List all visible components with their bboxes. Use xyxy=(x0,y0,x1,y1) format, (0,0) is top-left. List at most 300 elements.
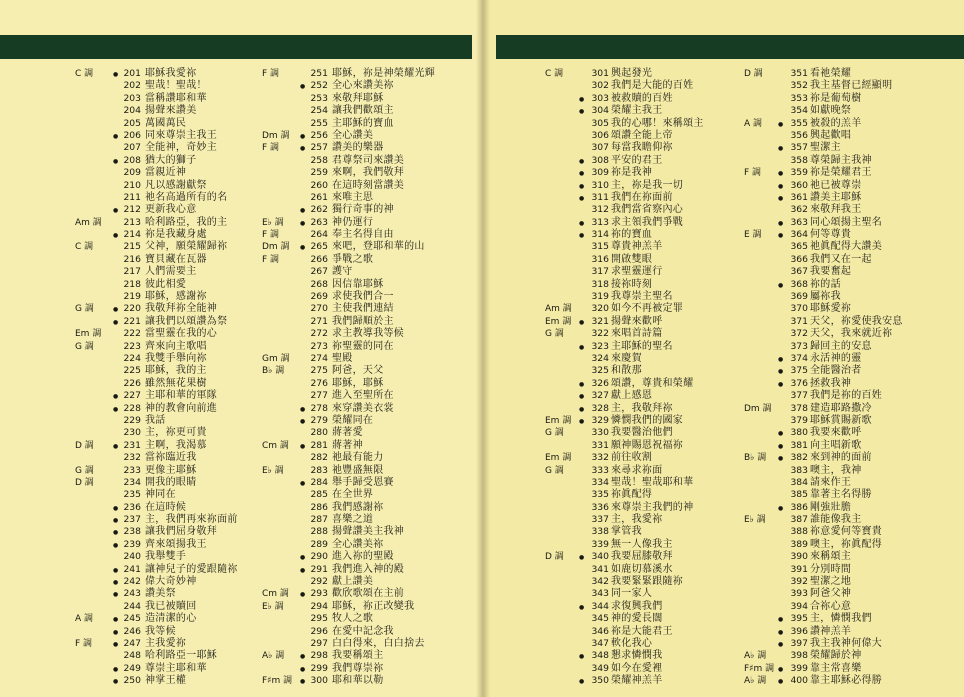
song-title: 祢是我藏身處 xyxy=(145,229,207,241)
index-entry xyxy=(262,551,462,563)
index-entry xyxy=(75,526,247,538)
song-title: 祂已被尊崇 xyxy=(810,179,862,191)
marker-dot-icon: ● xyxy=(113,517,119,525)
index-entry xyxy=(75,341,247,353)
index-entry xyxy=(262,68,462,80)
song-number: 224 xyxy=(123,352,141,364)
marker-dot-icon: ● xyxy=(300,566,306,574)
index-entry xyxy=(75,155,247,167)
key-label: F 調 xyxy=(262,230,280,241)
song-number: 296 xyxy=(310,625,328,637)
index-entry xyxy=(75,291,247,303)
index-entry xyxy=(75,539,247,551)
key-label: A♭ 調 xyxy=(744,651,767,662)
song-title: 父神，願榮耀歸祢 xyxy=(145,241,228,253)
song-number: 281 xyxy=(310,439,328,451)
song-title: 耶穌，祢正改變我 xyxy=(332,600,415,612)
marker-dot-icon: ● xyxy=(778,640,784,648)
marker-dot-icon: ● xyxy=(300,417,306,425)
song-title: 來唯主思 xyxy=(332,191,374,203)
song-number: 219 xyxy=(123,291,141,303)
key-label: F 調 xyxy=(262,143,280,154)
song-title: 當聖靈在我的心 xyxy=(145,328,218,340)
index-entry xyxy=(744,576,944,588)
index-entry xyxy=(75,180,247,192)
song-number: 374 xyxy=(790,352,808,364)
marker-dot-icon: ● xyxy=(300,207,306,215)
index-entry xyxy=(545,229,717,241)
song-title: 我舉雙手 xyxy=(145,551,187,563)
song-number: 251 xyxy=(310,68,328,79)
index-entry xyxy=(744,514,944,526)
song-title: 神掌王權 xyxy=(145,675,187,687)
key-label: B♭ 調 xyxy=(262,366,285,377)
index-entry xyxy=(744,626,944,638)
song-title: 我要屈膝敬拜 xyxy=(611,551,673,563)
song-number: 387 xyxy=(790,514,808,526)
song-title: 掌管我 xyxy=(611,526,642,538)
index-entry xyxy=(545,539,717,551)
index-entry xyxy=(545,118,717,130)
song-title: 讚美祭 xyxy=(145,588,176,600)
key-label: F♯m 調 xyxy=(744,663,775,674)
index-entry xyxy=(75,514,247,526)
song-number: 221 xyxy=(123,315,141,327)
marker-dot-icon: ● xyxy=(778,380,784,388)
song-title: 耶穌，我的主 xyxy=(145,365,207,377)
song-title: 我話 xyxy=(145,414,166,426)
song-title: 我們尊崇祢 xyxy=(332,662,384,674)
song-title: 聖潔主 xyxy=(810,142,841,154)
song-number: 286 xyxy=(310,501,328,513)
song-number: 385 xyxy=(790,489,808,501)
index-entry xyxy=(744,303,944,315)
song-number: 356 xyxy=(790,129,808,141)
song-title: 讚美主耶穌 xyxy=(810,191,862,203)
index-entry xyxy=(75,142,247,154)
index-entry xyxy=(545,440,717,452)
marker-dot-icon: ● xyxy=(300,244,306,252)
song-title: 祢的話 xyxy=(810,278,841,290)
song-number: 364 xyxy=(790,229,808,241)
song-number: 292 xyxy=(310,576,328,588)
song-number: 285 xyxy=(310,489,328,501)
index-entry xyxy=(262,626,462,638)
song-number: 368 xyxy=(790,278,808,290)
song-number: 336 xyxy=(591,501,609,513)
index-entry xyxy=(75,80,247,92)
song-number: 375 xyxy=(790,365,808,377)
index-entry xyxy=(75,378,247,390)
song-title: 全能醫治者 xyxy=(810,365,862,377)
song-title: 獻上讚美 xyxy=(332,576,374,588)
index-entry xyxy=(545,588,717,600)
song-title: 讓我們以頌讚為祭 xyxy=(145,315,228,327)
song-number: 255 xyxy=(310,117,328,129)
song-title: 齊來頌揚我王 xyxy=(145,538,207,550)
song-number: 273 xyxy=(310,340,328,352)
song-title: 同一家人 xyxy=(611,588,653,600)
song-title: 我已被贖回 xyxy=(145,600,197,612)
song-number: 390 xyxy=(790,551,808,563)
index-entry xyxy=(262,675,462,687)
song-number: 337 xyxy=(591,514,609,526)
song-title: 進入至聖所在 xyxy=(332,390,394,402)
song-number: 339 xyxy=(591,538,609,550)
song-title: 舉手歸受恩賽 xyxy=(332,476,394,488)
marker-dot-icon: ● xyxy=(113,665,119,673)
song-title: 祢是葡萄樹 xyxy=(810,92,862,104)
song-number: 325 xyxy=(591,365,609,377)
index-entry xyxy=(75,254,247,266)
song-title: 尊貴神羔羊 xyxy=(611,241,663,253)
song-number: 380 xyxy=(790,427,808,439)
index-entry xyxy=(545,328,717,340)
song-title: 讚美的樂器 xyxy=(332,142,384,154)
book-spine xyxy=(476,0,490,697)
index-entry xyxy=(262,217,462,229)
song-number: 313 xyxy=(591,216,609,228)
song-title: 歡欣歌頌在主前 xyxy=(332,588,405,600)
song-title: 我們進入神的殿 xyxy=(332,563,405,575)
song-number: 330 xyxy=(591,427,609,439)
song-number: 331 xyxy=(591,439,609,451)
song-title: 因信靠耶穌 xyxy=(332,278,384,290)
index-entry xyxy=(262,477,462,489)
index-entry xyxy=(545,526,717,538)
index-entry xyxy=(744,266,944,278)
song-number: 362 xyxy=(790,204,808,216)
index-entry xyxy=(545,390,717,402)
key-label: A 調 xyxy=(744,118,763,129)
song-number: 329 xyxy=(591,414,609,426)
song-number: 243 xyxy=(123,588,141,600)
song-title: 蔣著愛 xyxy=(332,427,363,439)
song-number: 366 xyxy=(790,253,808,265)
song-number: 298 xyxy=(310,650,328,662)
index-entry xyxy=(545,452,717,464)
index-entry xyxy=(545,291,717,303)
index-entry xyxy=(744,353,944,365)
index-entry xyxy=(262,266,462,278)
song-title: 我們是祢的百姓 xyxy=(810,390,883,402)
marker-dot-icon: ● xyxy=(300,132,306,140)
song-title: 來到神的面前 xyxy=(810,452,872,464)
index-entry xyxy=(75,440,247,452)
song-number: 263 xyxy=(310,216,328,228)
song-title: 我主我神何偉大 xyxy=(810,637,883,649)
song-number: 228 xyxy=(123,402,141,414)
song-number: 367 xyxy=(790,266,808,278)
song-title: 齊來向主歌唱 xyxy=(145,340,207,352)
marker-dot-icon: ● xyxy=(778,194,784,202)
marker-dot-icon: ● xyxy=(579,194,585,202)
index-entry xyxy=(744,341,944,353)
song-number: 236 xyxy=(123,501,141,513)
song-number: 279 xyxy=(310,414,328,426)
song-title: 來敬拜我王 xyxy=(810,204,862,216)
song-number: 225 xyxy=(123,365,141,377)
key-label: Am 調 xyxy=(545,304,572,315)
marker-dot-icon: ● xyxy=(579,380,585,388)
key-label: Em 調 xyxy=(545,316,572,327)
song-number: 276 xyxy=(310,377,328,389)
song-title: 阿爸父神 xyxy=(810,588,852,600)
song-title: 我們在祢面前 xyxy=(611,191,673,203)
marker-dot-icon: ● xyxy=(300,405,306,413)
song-number: 377 xyxy=(790,390,808,402)
song-number: 217 xyxy=(123,266,141,278)
song-title: 來稱頌主 xyxy=(810,551,852,563)
song-title: 無一人像我主 xyxy=(611,538,673,550)
song-title: 求使我們合一 xyxy=(332,291,394,303)
key-label: D 調 xyxy=(744,69,763,79)
song-number: 270 xyxy=(310,303,328,315)
song-title: 祢聖靈的同在 xyxy=(332,340,394,352)
index-entry xyxy=(75,130,247,142)
song-number: 396 xyxy=(790,625,808,637)
song-title: 偉大奇妙神 xyxy=(145,576,197,588)
song-title: 榮耀歸於神 xyxy=(810,650,862,662)
song-title: 我尊崇主聖名 xyxy=(611,291,673,303)
song-number: 275 xyxy=(310,365,328,377)
marker-dot-icon: ● xyxy=(579,170,585,178)
index-entry xyxy=(545,341,717,353)
song-title: 軟化我心 xyxy=(611,637,653,649)
song-number: 345 xyxy=(591,613,609,625)
index-entry xyxy=(744,180,944,192)
song-title: 造清潔的心 xyxy=(145,613,197,625)
marker-dot-icon: ● xyxy=(778,145,784,153)
index-entry xyxy=(545,564,717,576)
song-number: 326 xyxy=(591,377,609,389)
marker-dot-icon: ● xyxy=(113,579,119,587)
song-number: 350 xyxy=(591,675,609,687)
index-entry xyxy=(262,427,462,439)
song-title: 我要緊緊跟隨祢 xyxy=(611,576,684,588)
song-title: 人們需要主 xyxy=(145,266,197,278)
song-number: 242 xyxy=(123,576,141,588)
song-number: 332 xyxy=(591,452,609,464)
index-entry xyxy=(744,241,944,253)
song-title: 開我的眼睛 xyxy=(145,476,197,488)
song-title: 榮耀同在 xyxy=(332,414,374,426)
index-entry xyxy=(744,440,944,452)
marker-dot-icon: ● xyxy=(778,170,784,178)
song-number: 369 xyxy=(790,291,808,303)
marker-dot-icon: ● xyxy=(300,554,306,562)
index-entry xyxy=(262,576,462,588)
index-entry xyxy=(75,241,247,253)
index-entry xyxy=(75,638,247,650)
song-title: 我們又在一起 xyxy=(810,253,872,265)
song-title: 讓神兒子的愛跟隨祢 xyxy=(145,563,238,575)
key-label: D 調 xyxy=(75,440,94,451)
song-title: 耶穌，祢是神榮耀光輝 xyxy=(332,68,435,79)
song-number: 234 xyxy=(123,476,141,488)
song-title: 興起發光 xyxy=(611,68,653,79)
song-title: 噢主，祢眞配得 xyxy=(810,538,883,550)
song-title: 來吧，登耶和華的山 xyxy=(332,241,425,253)
marker-dot-icon: ● xyxy=(300,678,306,686)
marker-dot-icon: ● xyxy=(579,108,585,116)
song-title: 天父，祢愛使我安息 xyxy=(810,315,903,327)
marker-dot-icon: ● xyxy=(778,219,784,227)
marker-dot-icon: ● xyxy=(579,678,585,686)
index-entry xyxy=(262,118,462,130)
song-number: 357 xyxy=(790,142,808,154)
song-number: 215 xyxy=(123,241,141,253)
index-entry xyxy=(744,291,944,303)
song-title: 憐憫我們的國家 xyxy=(611,414,684,426)
index-entry xyxy=(545,316,717,328)
song-title: 我們當省察內心 xyxy=(611,204,684,216)
marker-dot-icon: ● xyxy=(113,591,119,599)
song-number: 227 xyxy=(123,390,141,402)
song-title: 來尋求祢面 xyxy=(611,464,663,476)
index-entry xyxy=(75,217,247,229)
key-label: Dm 調 xyxy=(262,130,290,141)
song-title: 蔣著神 xyxy=(332,439,363,451)
song-title: 尊榮歸主我神 xyxy=(810,154,872,166)
key-label: Am 調 xyxy=(75,217,102,228)
song-number: 333 xyxy=(591,464,609,476)
index-entry xyxy=(75,613,247,625)
song-number: 283 xyxy=(310,464,328,476)
marker-dot-icon: ● xyxy=(579,417,585,425)
song-number: 378 xyxy=(790,402,808,414)
song-title: 我要奮起 xyxy=(810,266,852,278)
key-label: F 調 xyxy=(744,168,762,179)
song-title: 如今在愛裡 xyxy=(611,662,663,674)
marker-dot-icon: ● xyxy=(113,306,119,314)
index-entry xyxy=(262,539,462,551)
marker-dot-icon: ● xyxy=(113,207,119,215)
song-number: 245 xyxy=(123,613,141,625)
marker-dot-icon: ● xyxy=(113,640,119,648)
song-number: 317 xyxy=(591,266,609,278)
song-number: 371 xyxy=(790,315,808,327)
marker-dot-icon: ● xyxy=(778,120,784,128)
index-entry xyxy=(262,502,462,514)
marker-dot-icon: ● xyxy=(113,628,119,636)
index-entry xyxy=(744,378,944,390)
song-number: 395 xyxy=(790,613,808,625)
song-title: 爭戰之歌 xyxy=(332,253,374,265)
song-title: 誰能像我主 xyxy=(810,514,862,526)
index-entry xyxy=(744,316,944,328)
key-label: F 調 xyxy=(262,69,280,79)
index-entry xyxy=(262,291,462,303)
song-title: 來啊，我們敬拜 xyxy=(332,167,405,179)
index-entry xyxy=(75,626,247,638)
index-entry xyxy=(262,303,462,315)
index-entry xyxy=(262,204,462,216)
song-number: 389 xyxy=(790,538,808,550)
marker-dot-icon: ● xyxy=(579,405,585,413)
song-number: 343 xyxy=(591,588,609,600)
index-entry xyxy=(545,514,717,526)
song-number: 358 xyxy=(790,154,808,166)
song-title: 我要來歡呼 xyxy=(810,427,862,439)
song-title: 前往收割 xyxy=(611,452,653,464)
index-entry xyxy=(545,601,717,613)
index-entry xyxy=(744,613,944,625)
index-entry xyxy=(75,266,247,278)
index-entry xyxy=(262,564,462,576)
song-number: 307 xyxy=(591,142,609,154)
song-title: 主耶穌的寶血 xyxy=(332,117,394,129)
song-title: 全心讚美祢 xyxy=(332,538,384,550)
song-number: 248 xyxy=(123,650,141,662)
song-title: 聖哉！聖哉耶和華 xyxy=(611,476,694,488)
song-title: 讓我們屈身敬拜 xyxy=(145,526,218,538)
index-entry xyxy=(262,465,462,477)
index-entry xyxy=(262,440,462,452)
song-title: 何等尊貴 xyxy=(810,229,852,241)
song-title: 同心頌揚主聖名 xyxy=(810,216,883,228)
key-label: A 調 xyxy=(75,614,94,625)
song-number: 344 xyxy=(591,600,609,612)
song-title: 萬國萬民 xyxy=(145,117,187,129)
song-number: 314 xyxy=(591,229,609,241)
song-number: 335 xyxy=(591,489,609,501)
song-title: 被救贖的百姓 xyxy=(611,92,673,104)
song-title: 主啊，我渴慕 xyxy=(145,439,207,451)
song-number: 230 xyxy=(123,427,141,439)
index-entry xyxy=(545,502,717,514)
index-entry xyxy=(744,328,944,340)
index-entry xyxy=(744,80,944,92)
song-number: 398 xyxy=(790,650,808,662)
index-entry xyxy=(744,279,944,291)
marker-dot-icon: ● xyxy=(579,232,585,240)
index-entry xyxy=(744,365,944,377)
index-entry xyxy=(545,155,717,167)
marker-dot-icon: ● xyxy=(113,393,119,401)
index-entry xyxy=(744,105,944,117)
song-number: 261 xyxy=(310,191,328,203)
song-title: 全心來讚美祢 xyxy=(332,80,394,92)
song-number: 213 xyxy=(123,216,141,228)
song-number: 304 xyxy=(591,105,609,117)
index-entry xyxy=(75,118,247,130)
index-entry xyxy=(75,390,247,402)
marker-dot-icon: ● xyxy=(113,71,119,78)
song-number: 311 xyxy=(591,191,609,203)
index-column-2 xyxy=(262,68,462,688)
song-number: 310 xyxy=(591,179,609,191)
song-number: 303 xyxy=(591,92,609,104)
marker-dot-icon: ● xyxy=(113,541,119,549)
marker-dot-icon: ● xyxy=(300,653,306,661)
index-entry xyxy=(75,551,247,563)
index-entry xyxy=(262,390,462,402)
index-entry xyxy=(545,477,717,489)
index-entry xyxy=(262,588,462,600)
key-label: D 調 xyxy=(75,477,94,488)
index-entry xyxy=(744,93,944,105)
song-title: 主，我愛祢 xyxy=(611,514,663,526)
song-title: 求復興我們 xyxy=(611,600,663,612)
index-entry xyxy=(744,254,944,266)
song-title: 如鹿切慕溪水 xyxy=(611,563,673,575)
marker-dot-icon: ● xyxy=(778,355,784,363)
index-entry xyxy=(744,217,944,229)
song-title: 興起歡唱 xyxy=(810,129,852,141)
song-title: 神同在 xyxy=(145,489,176,501)
marker-dot-icon: ● xyxy=(113,442,119,450)
